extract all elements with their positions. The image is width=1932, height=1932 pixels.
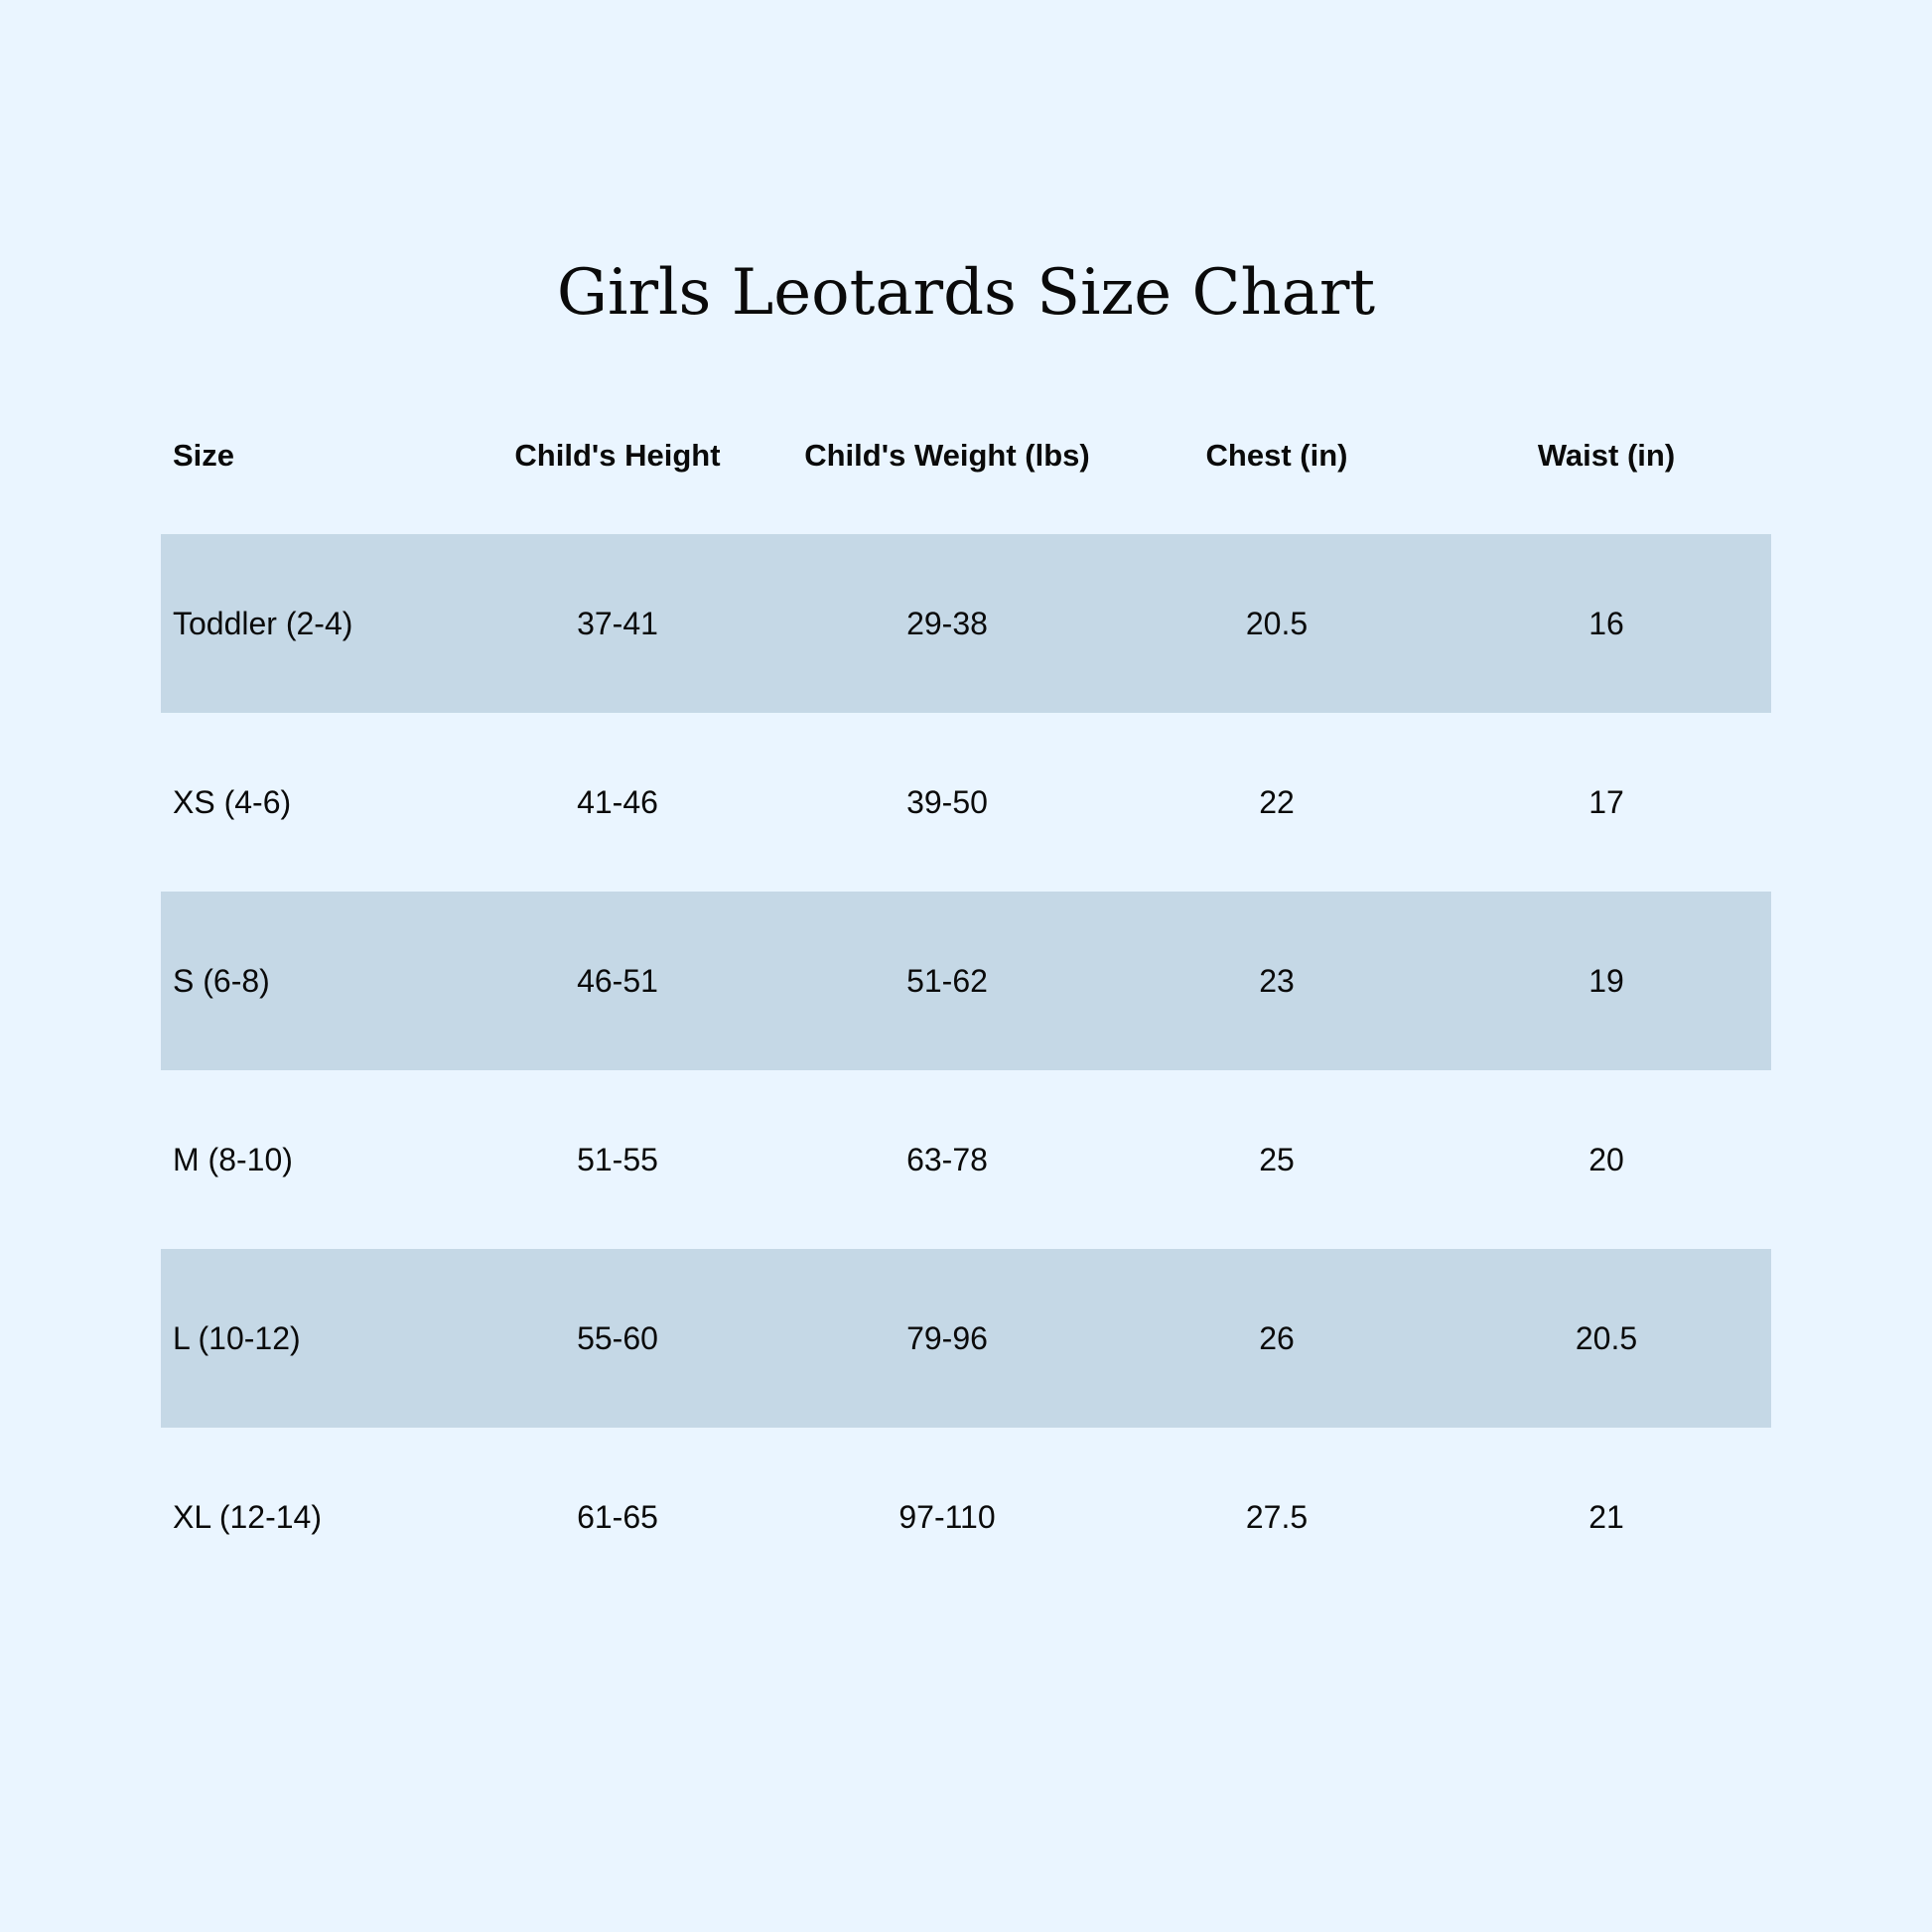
table-row <box>161 1428 1771 1606</box>
cell-chest: 20.5 <box>1245 606 1309 641</box>
table-header-row <box>161 377 1771 534</box>
cell-chest: 23 <box>1259 963 1295 999</box>
cell-weight: 29-38 <box>906 606 988 641</box>
cell-waist: 20.5 <box>1575 1320 1638 1356</box>
table-row <box>161 534 1771 713</box>
page-title: Girls Leotards Size Chart <box>556 256 1376 330</box>
cell-size: XL (12-14) <box>173 1499 322 1535</box>
table-row <box>161 1249 1771 1428</box>
cell-chest: 22 <box>1259 784 1295 820</box>
cell-weight: 97-110 <box>898 1499 996 1535</box>
cell-weight: 39-50 <box>906 784 988 820</box>
cell-height: 55-60 <box>577 1320 658 1356</box>
cell-weight: 79-96 <box>906 1320 988 1356</box>
cell-waist: 20 <box>1588 1142 1624 1177</box>
header-childs-weight: Child's Weight (lbs) <box>804 438 1090 473</box>
cell-weight: 63-78 <box>906 1142 988 1177</box>
cell-size: M (8-10) <box>173 1142 293 1177</box>
cell-waist: 21 <box>1588 1499 1624 1535</box>
table-row <box>161 713 1771 892</box>
table-row <box>161 892 1771 1070</box>
cell-size: Toddler (2-4) <box>173 606 353 641</box>
cell-chest: 25 <box>1259 1142 1295 1177</box>
cell-height: 61-65 <box>577 1499 658 1535</box>
cell-size: S (6-8) <box>173 963 270 999</box>
cell-height: 41-46 <box>577 784 658 820</box>
cell-waist: 17 <box>1588 784 1624 820</box>
cell-height: 51-55 <box>577 1142 658 1177</box>
cell-waist: 16 <box>1588 606 1624 641</box>
cell-chest: 27.5 <box>1245 1499 1309 1535</box>
cell-weight: 51-62 <box>906 963 988 999</box>
cell-height: 46-51 <box>577 963 658 999</box>
cell-size: L (10-12) <box>173 1320 301 1356</box>
header-size: Size <box>173 438 235 473</box>
cell-height: 37-41 <box>577 606 658 641</box>
size-chart-table <box>161 377 1771 1606</box>
header-waist: Waist (in) <box>1537 438 1676 473</box>
cell-waist: 19 <box>1588 963 1624 999</box>
cell-size: XS (4-6) <box>173 784 292 820</box>
header-childs-height: Child's Height <box>514 438 721 473</box>
table-row <box>161 1070 1771 1249</box>
header-chest: Chest (in) <box>1205 438 1348 473</box>
cell-chest: 26 <box>1259 1320 1295 1356</box>
